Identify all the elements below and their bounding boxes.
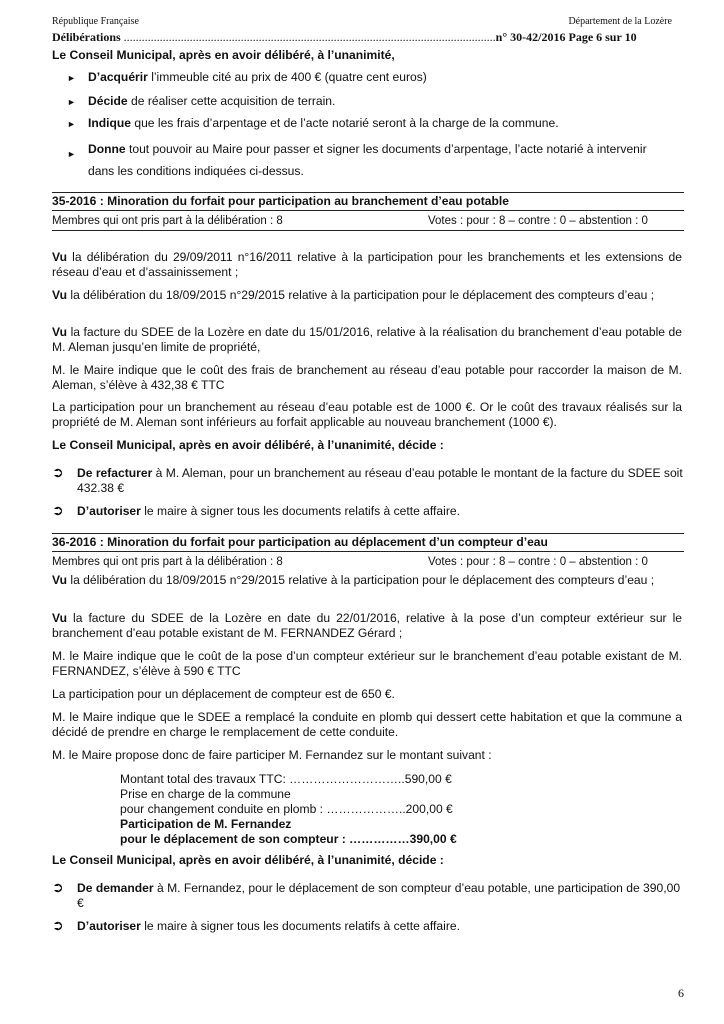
vu-text: la délibération du 29/09/2011 n°16/2011 relative à la participation pour les branchements et les extensions de réseau d’eau et d’assainissement ; [52, 250, 682, 279]
bullet-arrow-icon: ► [67, 149, 76, 159]
vu-text: la facture du SDEE de la Lozère en date du 22/01/2016, relative à la pose d’un compteur extérieur sur le branchement d’eau potable existant de M. FERNANDEZ Gérard ; [52, 611, 682, 640]
calculation-block [120, 772, 520, 847]
calc-compteur-line: pour le déplacement de son compteur : ……………390,00 € [120, 832, 457, 846]
decision-item [52, 504, 684, 519]
intro-decision: Le Conseil Municipal, après en avoir délibéré, à l’unanimité, [52, 48, 395, 62]
bullet-arrow-icon: ► [67, 97, 76, 107]
intro-bullet [67, 138, 668, 182]
arrow-right-icon: ➲ [52, 502, 64, 518]
header-ref: n° 30-42/2016 [495, 30, 566, 44]
calc-commune-line: Prise en charge de la commune [120, 787, 291, 801]
decision-item [52, 919, 684, 934]
vu-paragraph [52, 250, 682, 280]
vu-label: Vu [52, 611, 68, 625]
bullet-text: que les frais d’arpentage et de l’acte notarié seront à la charge de la commune. [131, 116, 559, 130]
bullet-text: tout pouvoir au Maire pour passer et signer les documents d’arpentage, l’acte notarié à intervenir dans les conditions indiquées ci-dessus. [88, 142, 647, 178]
section-35-decision: Le Conseil Municipal, après en avoir délibéré, à l’unanimité, décide : [52, 438, 444, 452]
arrow-right-icon: ➲ [52, 464, 64, 480]
header-section: Délibérations [52, 30, 121, 44]
body-paragraph: M. le Maire indique que le coût des frais de branchement au réseau d’eau potable pour raccorder la maison de M. Aleman, s’élève à 432,38 € TTC [52, 363, 682, 392]
item-bold: D’autoriser [77, 504, 141, 518]
vu-label: Vu [52, 250, 68, 264]
item-text: à M. Aleman, pour un branchement au réseau d’eau potable le montant de la facture du SDEE soit 432.38 € [77, 466, 683, 495]
decision-item [52, 881, 684, 911]
calc-total-line: Montant total des travaux TTC: ………………………..590,00 € [120, 772, 452, 786]
bullet-arrow-icon: ► [67, 119, 76, 129]
body-paragraph: M. le Maire indique que le SDEE a remplacé la conduite en plomb qui dessert cette habitation et que la commune a décidé de prendre en charge le remplacement de cette conduite. [52, 710, 682, 739]
bullet-bold: D’acquérir [88, 70, 148, 84]
vu-paragraph [52, 611, 682, 641]
body-paragraph: La participation pour un déplacement de compteur est de 650 €. [52, 687, 395, 701]
item-bold: De refacturer [77, 466, 153, 480]
intro-bullet [67, 70, 688, 85]
bullet-text: de réaliser cette acquisition de terrain. [127, 94, 336, 108]
intro-bullet [67, 94, 688, 109]
vu-label: Vu [52, 288, 68, 302]
header-republique: République Française [52, 16, 139, 27]
vu-paragraph [52, 325, 682, 355]
members-count: Membres qui ont pris part à la délibération : 8 [52, 215, 283, 227]
header-dots: ............................................................................................................................ [120, 30, 496, 44]
bullet-text: l’immeuble cité au prix de 400 € (quatre cent euros) [147, 70, 427, 84]
header-deliberations-line [52, 30, 682, 45]
section-35-title: 35-2016 : Minoration du forfait pour participation au branchement d’eau potable [52, 192, 684, 211]
section-35-meta [52, 214, 684, 231]
item-bold: De demander [77, 881, 154, 895]
intro-bullet [67, 116, 688, 131]
decision-item [52, 466, 684, 496]
section-36-meta [52, 555, 684, 571]
vu-paragraph [52, 573, 682, 588]
vu-text: la délibération du 18/09/2015 n°29/2015 relative à la participation pour le déplacement des compteurs d’eau ; [67, 288, 655, 302]
section-36-decision: Le Conseil Municipal, après en avoir délibéré, à l’unanimité, décide : [52, 853, 444, 867]
body-paragraph: M. le Maire propose donc de faire participer M. Fernandez sur le montant suivant : [52, 748, 492, 762]
calc-conduite-line: pour changement conduite en plomb : ………………..200,00 € [120, 802, 453, 816]
page-number: 6 [678, 986, 684, 1000]
item-bold: D’autoriser [77, 919, 141, 933]
vu-text: la facture du SDEE de la Lozère en date du 15/01/2016, relative à la réalisation du branchement d’eau potable de M. Aleman jusqu’en limite de propriété, [52, 325, 682, 354]
bullet-arrow-icon: ► [67, 73, 76, 83]
item-text: le maire à signer tous les documents relatifs à cette affaire. [140, 504, 460, 518]
header-page: Page 6 sur 10 [568, 30, 637, 44]
body-paragraph: M. le Maire indique que le coût de la pose d’un compteur extérieur sur le branchement d’eau potable existant de M. FERNANDEZ, s’élève à 590 € TTC [52, 649, 682, 678]
vu-label: Vu [52, 573, 68, 587]
header-departement: Département de la Lozère [568, 16, 672, 27]
bullet-bold: Indique [88, 116, 131, 130]
members-count: Membres qui ont pris part à la délibération : 8 [52, 556, 283, 568]
arrow-right-icon: ➲ [52, 879, 64, 895]
vu-paragraph [52, 288, 682, 303]
arrow-right-icon: ➲ [52, 917, 64, 933]
bullet-bold: Donne [88, 142, 126, 156]
bullet-bold: Décide [88, 94, 128, 108]
vu-text: la délibération du 18/09/2015 n°29/2015 relative à la participation pour le déplacement des compteurs d’eau ; [67, 573, 655, 587]
vu-label: Vu [52, 325, 68, 339]
calc-participation-line: Participation de M. Fernandez [120, 817, 292, 831]
item-text: le maire à signer tous les documents relatifs à cette affaire. [140, 919, 460, 933]
votes: Votes : pour : 8 – contre : 0 – abstention : 0 [428, 215, 648, 227]
item-text: à M. Fernandez, pour le déplacement de son compteur d’eau potable, une participation de 390,00 € [77, 881, 681, 910]
section-36-title: 36-2016 : Minoration du forfait pour participation au déplacement d’un compteur d’eau [52, 533, 684, 552]
votes: Votes : pour : 8 – contre : 0 – abstention : 0 [428, 556, 648, 568]
body-paragraph: La participation pour un branchement au réseau d’eau potable est de 1000 €. Or le coût des travaux réalisés sur la propriété de M. Aleman sont inférieurs au forfait applicable au nouveau branchement (1000 €). [52, 400, 682, 429]
